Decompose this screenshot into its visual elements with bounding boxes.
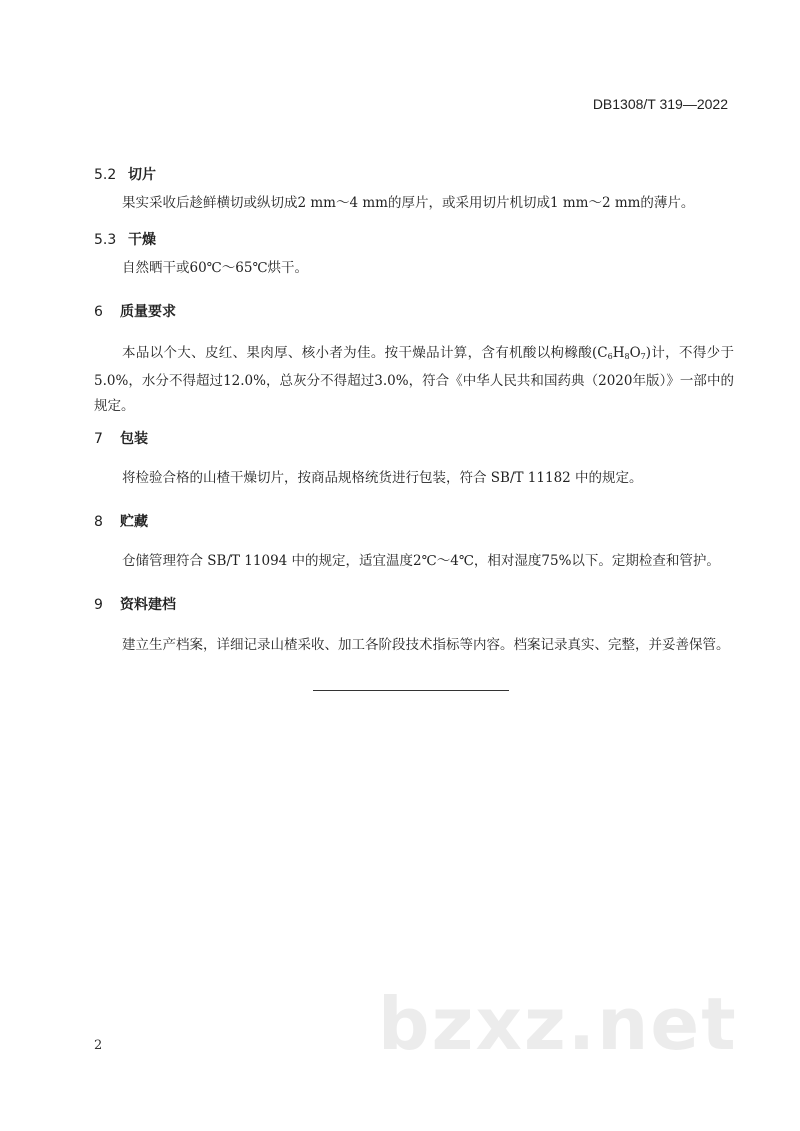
subscript: 6: [607, 352, 613, 361]
section-number: 8: [94, 514, 103, 530]
section-heading-8: [94, 511, 148, 531]
subscript: 8: [624, 352, 630, 361]
section-heading-5-3: [94, 229, 156, 249]
section-heading-5-2: [94, 164, 156, 184]
section-number: 9: [94, 597, 103, 613]
section-number: 7: [94, 431, 103, 447]
section-title: 干燥: [128, 232, 156, 248]
paragraph-slicing: 果实采收后趁鲜横切或纵切成2 mm～4 mm的厚片，或采用切片机切成1 mm～2 mm的薄片。: [122, 195, 695, 211]
formula-element: O: [629, 345, 641, 361]
paragraph-quality-requirements: [94, 341, 734, 419]
section-title: 包装: [120, 431, 148, 447]
section-title: 资料建档: [120, 597, 176, 613]
section-number: 5.3: [94, 232, 117, 248]
section-heading-7: [94, 428, 148, 448]
paragraph-text: )计，不得少于5.0%，水分不得超过12.0%，总灰分不得超过3.0%，符合《中华人民共和国药典（2020年版）》一部中的规定。: [94, 345, 734, 414]
section-number: 6: [94, 304, 103, 320]
subscript: 7: [640, 352, 646, 361]
end-of-document-rule: [313, 690, 509, 691]
document-id: DB1308/T 319—2022: [592, 96, 728, 112]
paragraph-records: 建立生产档案，详细记录山楂采收、加工各阶段技术指标等内容。档案记录真实、完整，并妥善保管。: [122, 637, 730, 653]
section-title: 切片: [128, 167, 156, 183]
section-heading-9: [94, 594, 176, 614]
section-heading-6: [94, 301, 176, 321]
watermark: bzxz.net: [378, 982, 738, 1066]
paragraph-storage: 仓储管理符合 SB/T 11094 中的规定，适宜温度2℃～4℃，相对湿度75%以下。定期检查和管护。: [122, 553, 720, 569]
paragraph-drying: 自然晒干或60℃～65℃烘干。: [122, 260, 309, 276]
formula-element: H: [612, 345, 625, 361]
paragraph-packaging: 将检验合格的山楂干燥切片，按商品规格统货进行包装，符合 SB/T 11182 中的规定。: [122, 470, 643, 486]
section-title: 贮藏: [120, 514, 148, 530]
paragraph-text: 本品以个大、皮红、果肉厚、核小者为佳。按干燥品计算，含有机酸以枸橼酸(C: [122, 345, 608, 361]
section-number: 5.2: [94, 167, 117, 183]
section-title: 质量要求: [120, 304, 176, 320]
page-number: 2: [94, 1038, 103, 1053]
